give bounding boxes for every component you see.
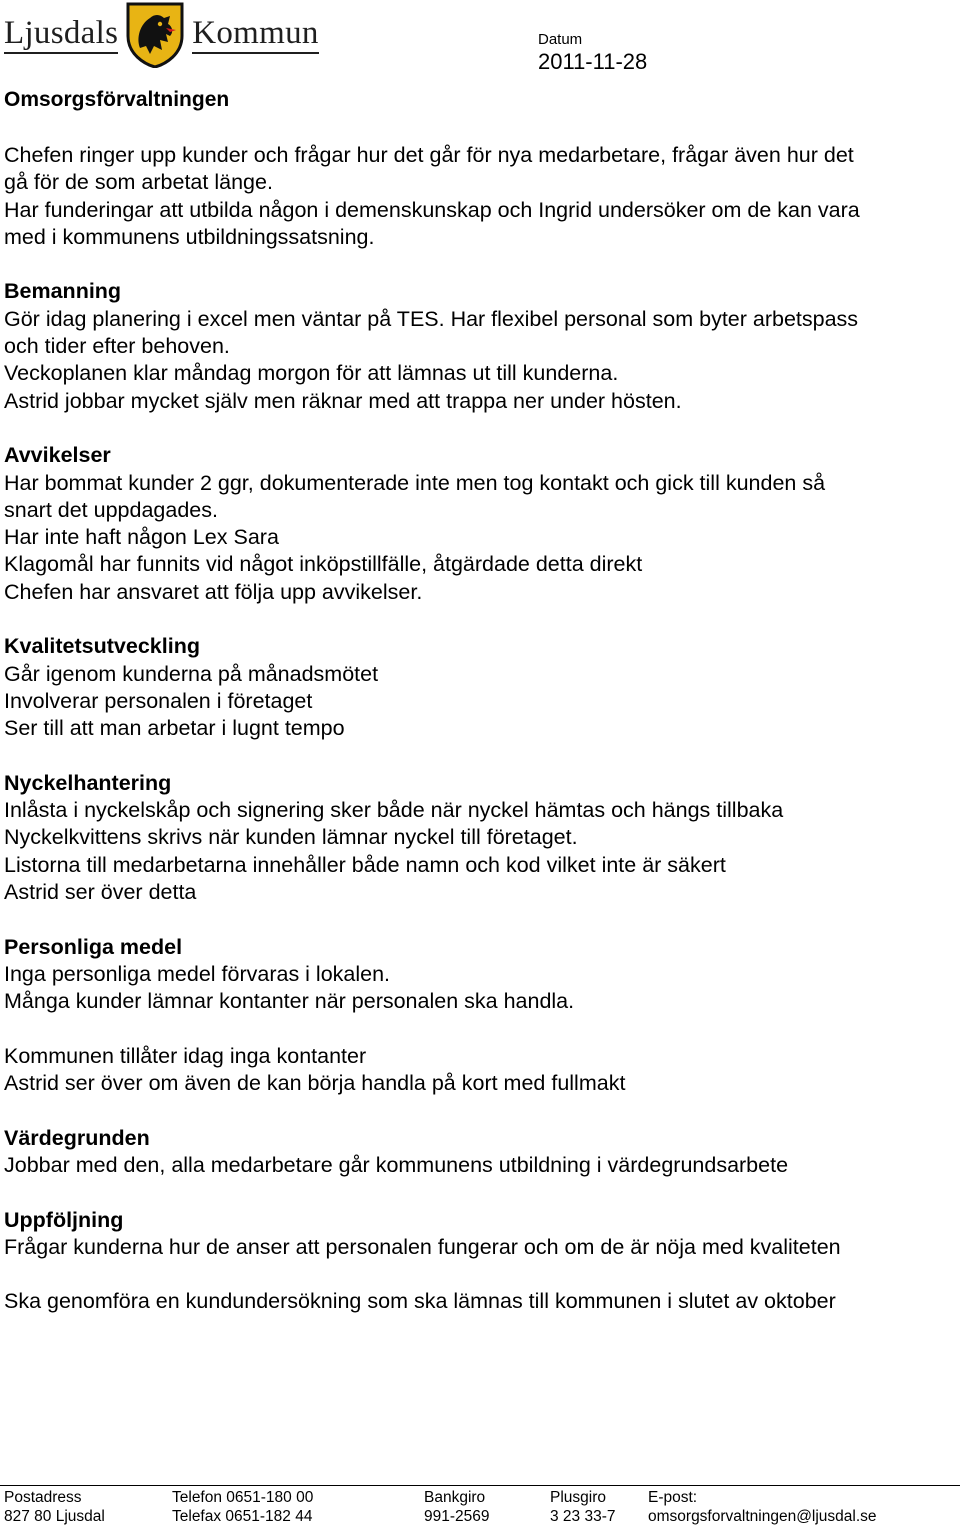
telefon-text: Telefon 0651-180 00: [172, 1489, 314, 1506]
footer-divider: [0, 1485, 960, 1486]
logo-text-left: Ljusdals: [4, 17, 118, 54]
text-line: Har inte haft någon Lex Sara: [4, 525, 279, 550]
section-heading: Bemanning: [4, 279, 122, 304]
footer-address: [4, 1489, 105, 1526]
section-uppfoljning: [4, 1207, 956, 1262]
footer-phone: [172, 1489, 313, 1526]
text-line: Många kunder lämnar kontanter när personalen ska handla.: [4, 989, 575, 1014]
text-line: Listorna till medarbetarna innehåller både namn och kod vilket inte är säkert: [4, 852, 726, 877]
text-line: Kommunen tillåter idag inga kontanter: [4, 1043, 367, 1068]
text-line: Chefen ringer upp kunder och frågar hur det går för nya medarbetare, frågar även hur det: [4, 143, 854, 167]
text-line: Har bommat kunder 2 ggr, dokumenterade inte men tog kontakt och gick till kunden så: [4, 470, 826, 495]
text-line: Jobbar med den, alla medarbetare går kommunens utbildning i värdegrundsarbete: [4, 1152, 789, 1177]
document-body: [4, 142, 956, 1343]
text-line: Har funderingar att utbilda någon i demenskunskap och Ingrid undersöker om de kan vara: [4, 197, 860, 222]
text-line: med i kommunens utbildningssatsning.: [4, 224, 375, 249]
section-heading: Nyckelhantering: [4, 770, 172, 795]
date-label: Datum: [538, 31, 583, 48]
footer-email: [648, 1489, 877, 1526]
plusgiro-value: 3 23 33-7: [550, 1507, 616, 1525]
text-line: Astrid jobbar mycket själv men räknar med att trappa ner under hösten.: [4, 388, 682, 413]
text-line: snart det uppdagades.: [4, 497, 218, 522]
section-heading: Personliga medel: [4, 934, 183, 959]
footer-plusgiro: [550, 1489, 616, 1526]
text-line: Gör idag planering i excel men väntar på TES. Har flexibel personal som byter arbetspass: [4, 306, 859, 331]
department-name: Omsorgsförvaltningen: [4, 88, 230, 111]
date-value: 2011-11-28: [538, 49, 648, 74]
section-avvikelser: [4, 442, 956, 606]
kontanter-paragraph: [4, 1043, 956, 1098]
postadress-value: 827 80 Ljusdal: [4, 1507, 105, 1525]
text-line: Astrid ser över om även de kan börja handla på kort med fullmakt: [4, 1071, 626, 1096]
text-line: och tider efter behoven.: [4, 334, 230, 359]
text-line: Nyckelkvittens skrivs när kunden lämnar nyckel till företaget.: [4, 825, 578, 850]
section-bemanning: [4, 278, 956, 414]
bankgiro-value: 991-2569: [424, 1507, 490, 1525]
text-line: Frågar kunderna hur de anser att personalen fungerar och om de är nöja med kvaliteten: [4, 1234, 841, 1259]
coat-of-arms-icon: [126, 2, 184, 68]
bankgiro-label: Bankgiro: [424, 1489, 486, 1506]
closing-paragraph: [4, 1288, 956, 1315]
epost-label: E-post:: [648, 1489, 698, 1506]
section-nyckelhantering: [4, 770, 956, 906]
text-line: Klagomål har funnits vid något inköpstillfälle, åtgärdade detta direkt: [4, 552, 643, 577]
intro-paragraph: [4, 142, 956, 251]
text-line: Veckoplanen klar måndag morgon för att lämnas ut till kunderna.: [4, 361, 619, 386]
text-line: Ser till att man arbetar i lugnt tempo: [4, 716, 345, 741]
text-line: gå för de som arbetat länge.: [4, 170, 273, 195]
text-line: Inlåsta i nyckelskåp och signering sker både när nyckel hämtas och hängs tillbaka: [4, 798, 784, 823]
text-line: Ska genomföra en kundundersökning som ska lämnas till kommunen i slutet av oktober: [4, 1289, 836, 1314]
section-heading: Uppföljning: [4, 1207, 124, 1232]
text-line: Involverar personalen i företaget: [4, 688, 313, 713]
plusgiro-label: Plusgiro: [550, 1489, 606, 1506]
text-line: Går igenom kunderna på månadsmötet: [4, 661, 379, 686]
text-line: Chefen har ansvaret att följa upp avvikelser.: [4, 579, 423, 604]
text-line: Inga personliga medel förvaras i lokalen.: [4, 961, 391, 986]
section-heading: Kvalitetsutveckling: [4, 634, 200, 659]
postadress-label: Postadress: [4, 1489, 82, 1506]
section-vardegrunden: [4, 1125, 956, 1180]
section-heading: Avvikelser: [4, 443, 111, 468]
section-kvalitetsutveckling: [4, 633, 956, 742]
telefax-text: Telefax 0651-182 44: [172, 1507, 313, 1525]
logo-text-right: Kommun: [192, 17, 318, 54]
municipality-logo: [4, 2, 319, 68]
section-heading: Värdegrunden: [4, 1125, 150, 1150]
text-line: Astrid ser över detta: [4, 880, 197, 905]
epost-value[interactable]: omsorgsforvaltningen@ljusdal.se: [648, 1507, 877, 1525]
section-personliga-medel: [4, 934, 956, 1016]
footer-bankgiro: [424, 1489, 490, 1526]
